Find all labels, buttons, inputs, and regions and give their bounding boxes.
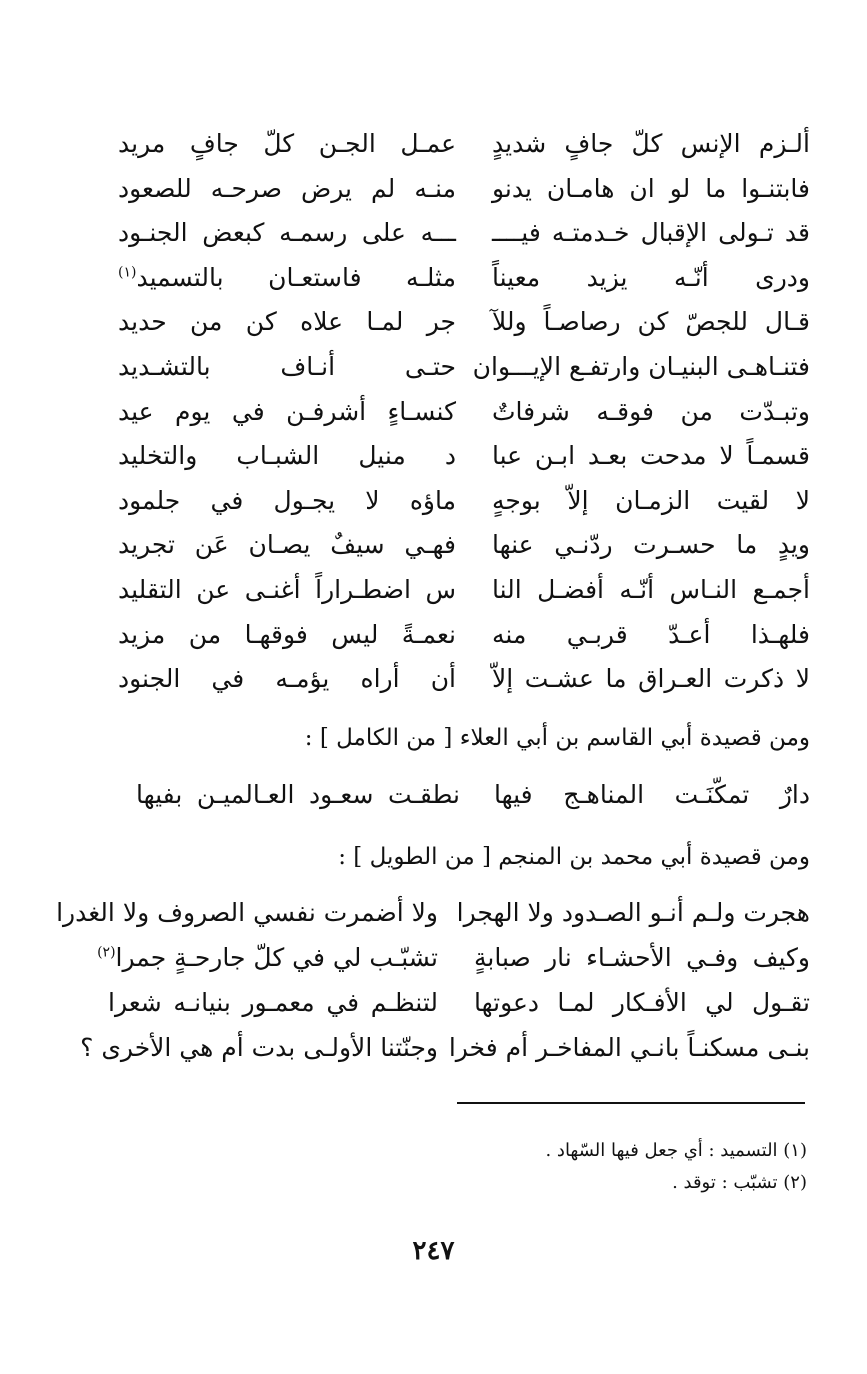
second-hemistich-text: عمـل الجـن كلّ جافٍ مريد [118, 129, 456, 158]
first-hemistich: لا لقيت الزمـان إلاّ بوجهٍ [492, 485, 810, 515]
second-hemistich [118, 390, 456, 435]
verse-line [80, 1025, 810, 1070]
poem-tawil [56, 890, 810, 1070]
second-hemistich-text: منـه لم يرض صرحـه للصعود [118, 173, 456, 203]
first-hemistich: وتبـدّت من فوقـه شرفاتٌ [492, 396, 810, 426]
verse-line [118, 122, 810, 167]
first-hemistich: ودرى أنّـه يزيد معيناً [492, 262, 810, 292]
second-hemistich [118, 568, 456, 613]
verse-line [97, 935, 810, 980]
page-number: ٢٤٧ [412, 1236, 455, 1266]
second-hemistich-text: حتـى أنـاف بالتشـديد [118, 351, 456, 381]
second-hemistich [118, 434, 456, 479]
second-hemistich-text: كنسـاءٍ أشرفـن في يوم عيد [118, 396, 456, 426]
first-hemistich: قـال للجصّ كن رصاصـاً وللآ [492, 307, 810, 337]
verse-line [118, 568, 810, 613]
poem-kamil [136, 772, 810, 818]
footnote-marker: (٢) [97, 944, 116, 961]
second-hemistich-text: س اضطـراراً أغنـى عن التقليد [118, 574, 456, 604]
second-hemistich-text: أن أراه يؤمـه في الجنود [118, 664, 456, 694]
first-hemistich: لا ذكرت العـراق ما عشـت إلاّ [492, 664, 810, 694]
verse-line [118, 345, 810, 390]
poem-khafif [118, 122, 810, 702]
second-hemistich [118, 211, 456, 256]
verse-line [118, 256, 810, 301]
footnotes [545, 1135, 807, 1199]
first-hemistich: أجمـع النـاس أنّـه أفضـل النا [492, 574, 810, 604]
first-hemistich: فابتنـوا ما لو ان هامـان يدنو [492, 173, 810, 203]
first-hemistich: فلهـذا أعـدّ قربـي منه [492, 619, 810, 649]
verse-line [136, 772, 810, 818]
second-hemistich [118, 122, 456, 167]
footnote-marker: (١) [118, 264, 137, 281]
first-hemistich: ويدٍ ما حسـرت ردّنـي عنها [492, 530, 810, 560]
second-hemistich-text: نطقـت سعـود العـالميـن بفيها [136, 780, 460, 809]
verse-line [56, 890, 810, 935]
second-hemistich [108, 980, 438, 1025]
verse-line [118, 613, 810, 658]
verse-line [108, 980, 810, 1025]
verse-line [118, 211, 810, 256]
section-heading-1: ومن قصيدة أبي القاسم بن أبي العلاء [ من الكامل ] : [304, 725, 810, 751]
first-hemistich: قد تـولى الإقبال خـدمتـه فيــــ [492, 218, 810, 248]
footnote-separator [457, 1102, 805, 1104]
second-hemistich [118, 613, 456, 658]
section-heading-2: ومن قصيدة أبي محمد بن المنجم [ من الطويل ] : [338, 844, 810, 870]
second-hemistich [97, 935, 438, 980]
second-hemistich [80, 1025, 438, 1070]
verse-line [118, 479, 810, 524]
verse-line [118, 434, 810, 479]
verse-line [118, 523, 810, 568]
verse-line [118, 167, 810, 212]
footnote-1: (١) التسميد : أي جعل فيها السّهاد . [545, 1140, 807, 1161]
second-hemistich [118, 479, 456, 524]
first-hemistich: دارٌ تمكّنَـت المناهـج فيها [494, 780, 810, 809]
first-hemistich: قسمـاً لا مدحت بعـد ابـن عبا [492, 441, 810, 471]
second-hemistich [118, 300, 456, 345]
verse-line [118, 300, 810, 345]
second-hemistich-text: جر لمـا علاه كن من حديد [118, 307, 456, 337]
first-hemistich: تقـول لي الأفـكار لمـا دعوتها [474, 988, 810, 1017]
verse-line [118, 390, 810, 435]
first-hemistich: فتنـاهـى البنيـان وارتفـع الإيـــوان [472, 351, 810, 381]
verse-line [118, 657, 810, 702]
second-hemistich-text: وجنّتنا الأولـى بدت أم هي الأخرى ؟ [80, 1033, 438, 1062]
first-hemistich: ألـزم الإنس كلّ جافٍ شديدٍ [492, 129, 810, 158]
first-hemistich: بنـى مسكنـاً بانـي المفاخـر أم فخرا [448, 1033, 810, 1062]
second-hemistich [118, 256, 456, 301]
second-hemistich-text: نعمـةً ليس فوقهـا من مزيد [118, 619, 456, 649]
second-hemistich [118, 657, 456, 702]
second-hemistich [118, 167, 456, 212]
footnote-2: (٢) تشبّب : توقد . [672, 1172, 807, 1193]
second-hemistich-text: فهـي سيفٌ يصـان عَن تجريد [118, 530, 456, 560]
second-hemistich [136, 772, 460, 818]
second-hemistich [56, 890, 438, 935]
second-hemistich-text: ـــه على رسمـه كبعض الجنـود [118, 218, 456, 248]
first-hemistich: هجرت ولـم أنـو الصـدود ولا الهجرا [456, 898, 810, 927]
second-hemistich-text: ولا أضمرت نفسي الصروف ولا الغدرا [56, 898, 438, 927]
first-hemistich: وكيف وفـي الأحشـاء نار صبابةٍ [474, 943, 810, 972]
second-hemistich [118, 345, 456, 390]
second-hemistich-text: لتنظـم في معمـور بنيانـه شعرا [108, 988, 438, 1017]
second-hemistich [118, 523, 456, 568]
second-hemistich-text: تشبّـب لي في كلّ جارحـةٍ جمرا [115, 943, 438, 972]
second-hemistich-text: مثلـه فاستعـان بالتسميد [136, 262, 456, 292]
second-hemistich-text: د منيل الشبـاب والتخليد [118, 441, 456, 471]
second-hemistich-text: ماؤه لا يجـول في جلمود [118, 485, 456, 515]
